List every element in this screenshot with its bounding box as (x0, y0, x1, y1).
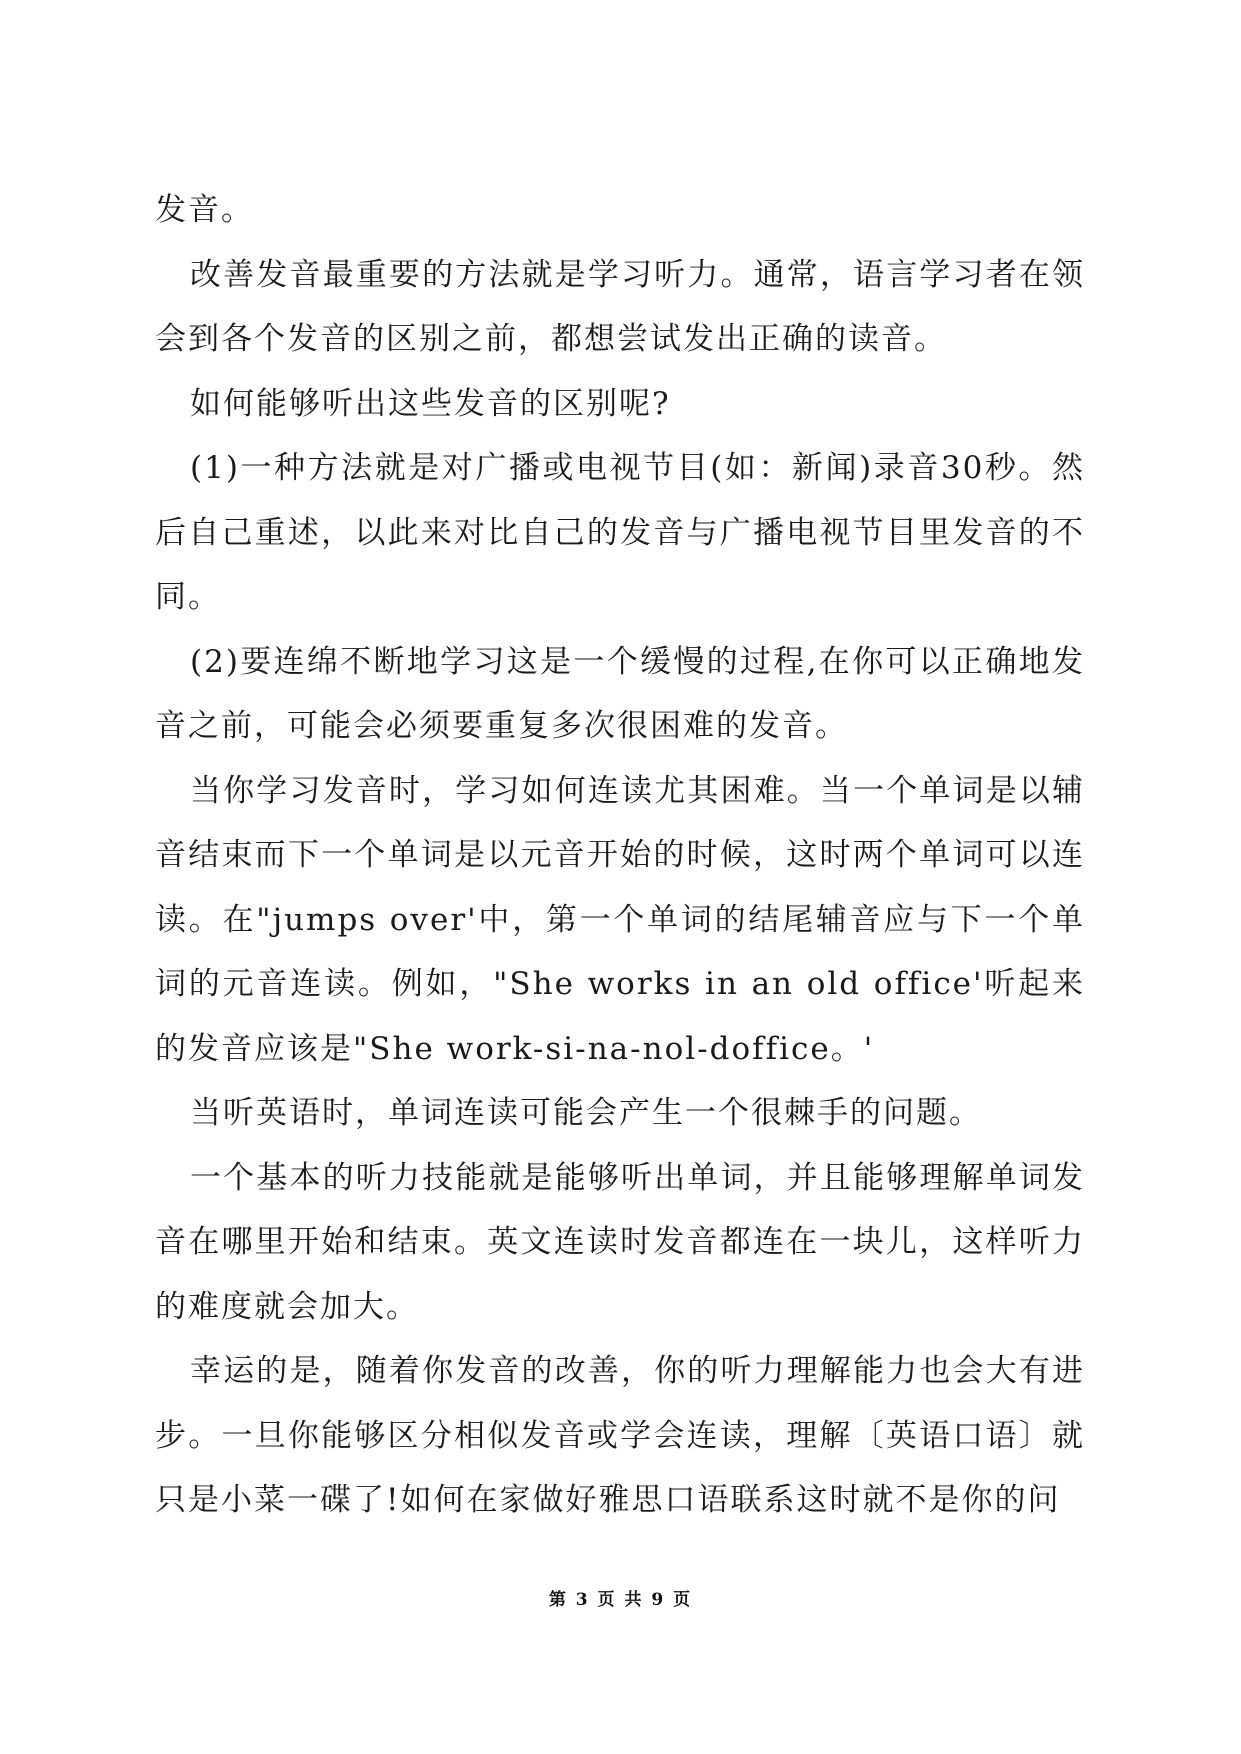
paragraph: (2)要连绵不断地学习这是一个缓慢的过程,在你可以正确地发音之前，可能会必须要重复多次很困难的发音。 (155, 643, 1085, 744)
paragraph: 当你学习发音时，学习如何连读尤其困难。当一个单词是以辅音结束而下一个单词是以元音开始的时候，这时两个单词可以连读。在"jumps over'中，第一个单词的结尾辅音应与下一个单词的元音连读。例如，"She works in an old office'听起来的发音应该是"She work-si-na-nol-doffice。' (155, 772, 1085, 1067)
paragraph: 发音。 (155, 192, 254, 228)
paragraph: 幸运的是，随着你发音的改善，你的听力理解能力也会大有进步。一旦你能够区分相似发音或学会连读，理解〔英语口语〕就只是小菜一碟了!如何在家做好雅思口语联系这时就不是你的问 (155, 1353, 1085, 1518)
paragraph: (1)一种方法就是对广播或电视节目(如：新闻)录音30秒。然后自己重述，以此来对比自己的发音与广播电视节目里发音的不同。 (155, 450, 1085, 615)
paragraph: 改善发音最重要的方法就是学习听力。通常，语言学习者在领会到各个发音的区别之前，都想尝试发出正确的读音。 (155, 256, 1085, 357)
document-body (155, 178, 1085, 1533)
paragraph: 如何能够听出这些发音的区别呢? (190, 385, 671, 422)
paragraph: 当听英语时，单词连读可能会产生一个很棘手的问题。 (190, 1095, 982, 1131)
page-number-footer: 第 3 页 共 9 页 (548, 1590, 693, 1610)
paragraph: 一个基本的听力技能就是能够听出单词，并且能够理解单词发音在哪里开始和结束。英文连读时发音都连在一块儿，这样听力的难度就会加大。 (155, 1159, 1085, 1325)
